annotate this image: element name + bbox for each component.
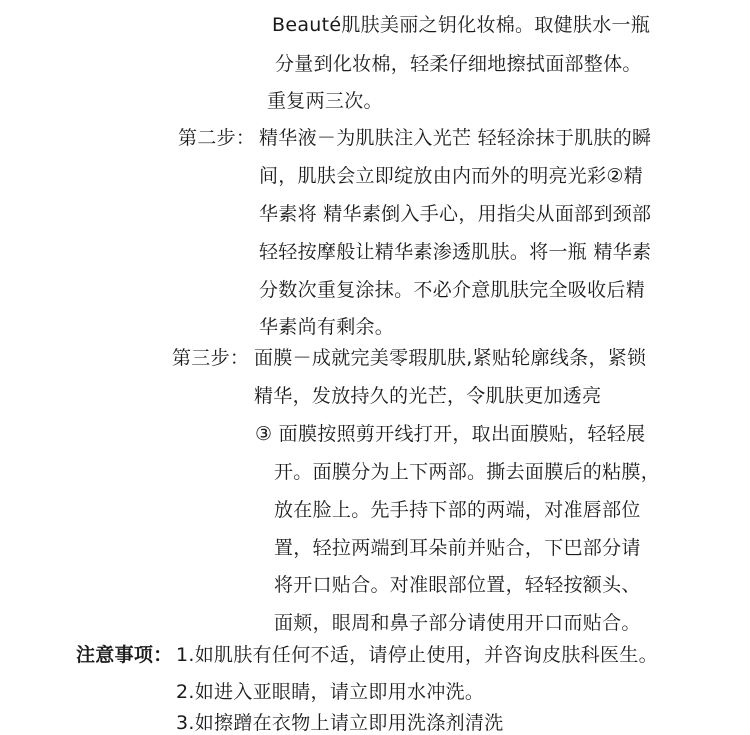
notes-item-3: 3.如擦蹭在衣物上请立即用洗涤剂清洗 [176, 712, 504, 734]
step1-line-2: 分量到化妆棉，轻柔仔细地擦拭面部整体。 [275, 53, 642, 75]
step3-line-5: 放在脸上。先手持下部的两端，对准唇部位 [274, 499, 641, 521]
notes-item-2: 2.如进入亚眼睛，请立即用水冲洗。 [176, 681, 485, 703]
step3-label: 第三步： [172, 347, 250, 369]
notes-label: 注意事项： [76, 644, 173, 666]
step3-line-3: ③ 面膜按照剪开线打开，取出面膜贴，轻轻展 [255, 423, 646, 445]
step2-line-6: 华素尚有剩余。 [259, 316, 395, 338]
step2-line-5: 分数次重复涂抹。不必介意肌肤完全吸收后精 [259, 279, 646, 301]
step3-line-2: 精华，发放持久的光芒，令肌肤更加透亮 [254, 385, 602, 407]
step3-line-6: 置，轻拉两端到耳朵前并贴合，下巴部分请 [274, 537, 641, 559]
step2-label: 第二步： [178, 127, 256, 149]
step3-line-4: 开。面膜分为上下两部。撕去面膜后的粘膜， [274, 461, 661, 483]
notes-item-1: 1.如肌肤有任何不适，请停止使用，并咨询皮肤科医生。 [176, 644, 658, 666]
step3-line-7: 将开口贴合。对准眼部位置，轻轻按额头、 [274, 574, 641, 596]
step3-line-1: 面膜－成就完美零瑕肌肤,紧贴轮廓线条，紧锁 [254, 347, 647, 369]
step1-line-3: 重复两三次。 [267, 90, 383, 112]
step2-line-3: 华素将 精华素倒入手心，用指尖从面部到颈部 [259, 203, 652, 225]
step2-line-2: 间，肌肤会立即绽放由内而外的明亮光彩②精 [259, 165, 644, 187]
step3-line-8: 面颊，眼周和鼻子部分请使用开口而贴合。 [274, 612, 641, 634]
step2-line-4: 轻轻按摩般让精华素渗透肌肤。将一瓶 精华素 [259, 241, 652, 263]
step1-line-1: Beauté肌肤美丽之钥化妆棉。取健肤水一瓶 [272, 14, 651, 36]
step2-line-1: 精华液－为肌肤注入光芒 轻轻涂抹于肌肤的瞬 [259, 127, 652, 149]
